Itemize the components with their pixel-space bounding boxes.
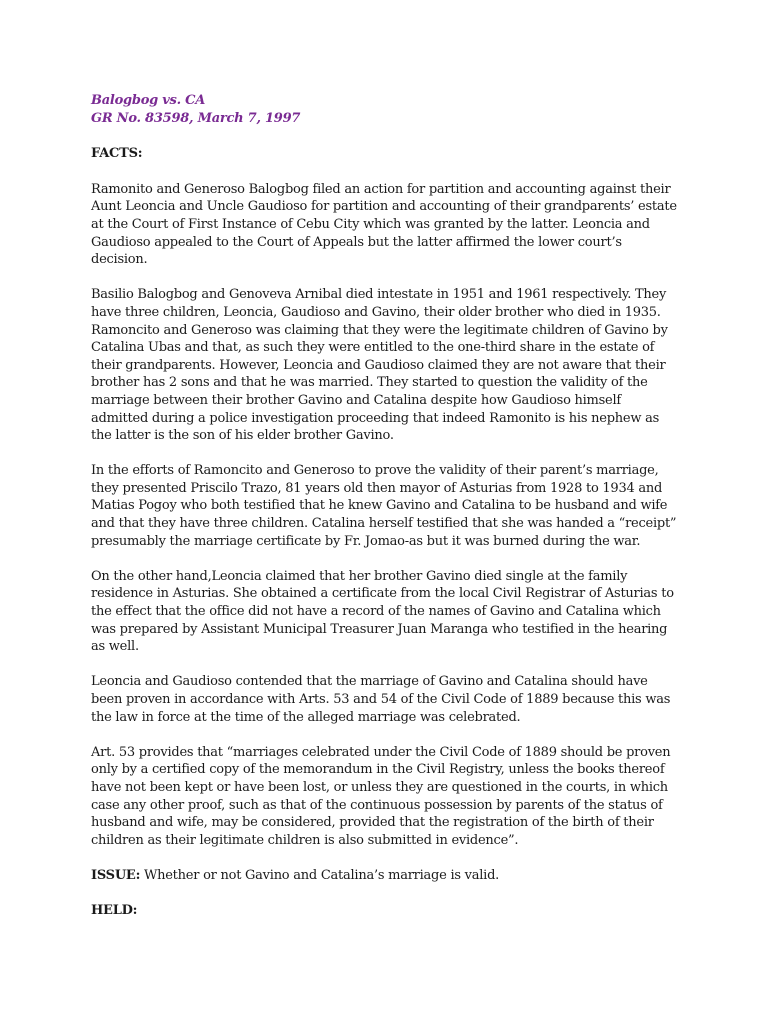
facts-heading: FACTS: bbox=[91, 146, 143, 162]
facts-paragraph-6: Art. 53 provides that “marriages celebrated under the Civil Code of 1889 should be proven only by a certified copy of the memorandum in the Civil Registry, unless the books thereof have not been kept or have been lost, or unless they are questioned in the courts, in which case any other proof, such as that of the continuous possession by parents of the status of husband and wife, may be considered, provided that the registration of the birth of their children as their legitimate children is also submitted in evidence”. bbox=[91, 744, 671, 848]
document-body bbox=[91, 92, 677, 938]
facts-paragraph-2: Basilio Balogbog and Genoveva Arnibal died intestate in 1951 and 1961 respectively. They have three children, Leoncia, Gaudioso and Gavino, their older brother who died in 1935. Ramoncito and Generoso was claiming that they were the legitimate children of Gavino by Catalina Ubas and that, as such they were entitled to the one-third share in the estate of their grandparents. However, Leoncia and Gaudioso claimed they are not aware that their brother has 2 sons and that he was married. They started to question the validity of the marriage between their brother Gavino and Catalina despite how Gaudioso himself admitted during a police investigation proceeding that indeed Ramonito is his nephew as the latter is the son of his elder brother Gavino. bbox=[91, 287, 668, 444]
facts-paragraph-4: On the other hand,Leoncia claimed that her brother Gavino died single at the family residence in Asturias. She obtained a certificate from the local Civil Registrar of Asturias to the effect that the office did not have a record of the names of Gavino and Catalina which was prepared by Assistant Municipal Treasurer Juan Maranga who testified in the hearing as well. bbox=[91, 568, 674, 655]
facts-paragraph-1: Ramonito and Generoso Balogbog filed an action for partition and accounting against their Aunt Leoncia and Uncle Gaudioso for partition and accounting of their grandparents’ estate at the Court of First Instance of Cebu City which was granted by the latter. Leoncia and Gaudioso appealed to the Court of Appeals but the latter affirmed the lower court’s decision. bbox=[91, 181, 677, 268]
facts-paragraph-3: In the efforts of Ramoncito and Generoso to prove the validity of their parent’s marriage, they presented Priscilo Trazo, 81 years old then mayor of Asturias from 1928 to 1934 and Matias Pogoy who both testified that he knew Gavino and Catalina to be husband and wife and that they have three children. Catalina herself testified that she was handed a “receipt” presumably the marriage certificate by Fr. Jomao-as but it was burned during the war. bbox=[91, 463, 677, 549]
issue-paragraph bbox=[91, 867, 677, 885]
held-heading: HELD: bbox=[91, 903, 138, 919]
issue-label: ISSUE: bbox=[91, 867, 141, 883]
case-title: Balogbog vs. CA bbox=[91, 93, 206, 108]
case-gr-number: GR No. 83598, March 7, 1997 bbox=[91, 110, 301, 126]
facts-paragraph-5: Leoncia and Gaudioso contended that the marriage of Gavino and Catalina should have been proven in accordance with Arts. 53 and 54 of the Civil Code of 1889 because this was the law in force at the time of the alleged marriage was celebrated. bbox=[91, 674, 671, 725]
issue-text: Whether or not Gavino and Catalina’s marriage is valid. bbox=[140, 867, 500, 883]
